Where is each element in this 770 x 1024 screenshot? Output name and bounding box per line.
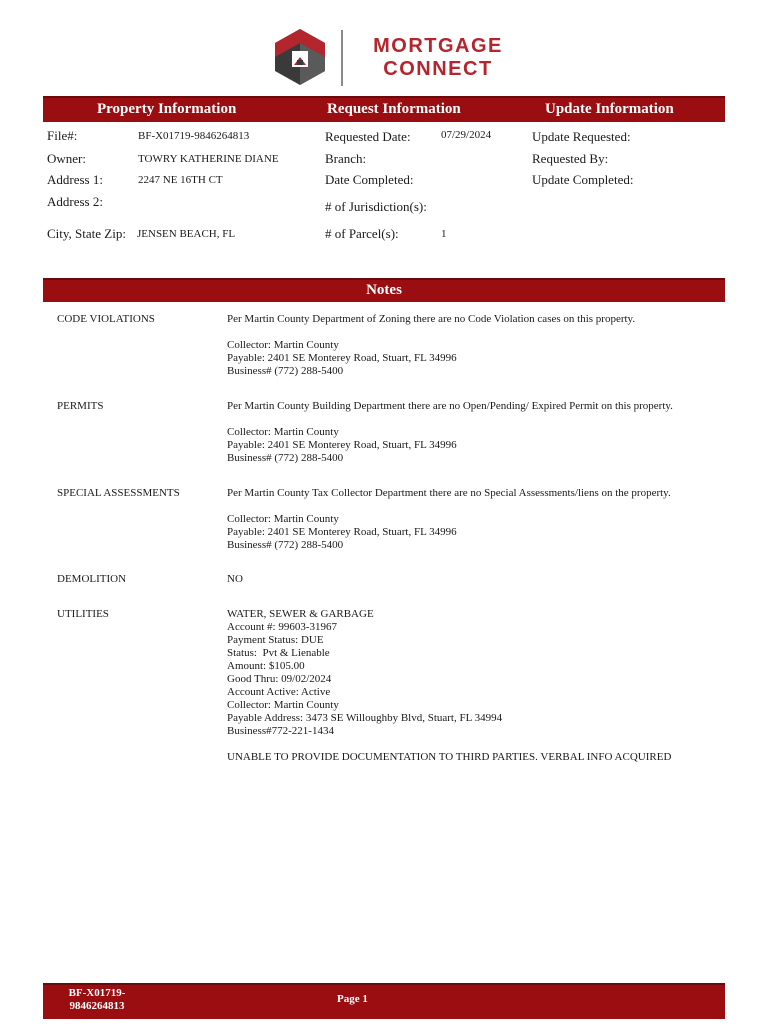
page-number: Page 1 [337, 993, 368, 1005]
file-label: File#: [47, 128, 78, 143]
demolition-label: DEMOLITION [57, 573, 127, 585]
footer-file-number [62, 987, 132, 1013]
requested-date-label: Requested Date: [325, 129, 411, 144]
special-assessments-label: SPECIAL ASSESSMENTS [57, 487, 180, 499]
update-info-header: Update Information [545, 101, 674, 117]
demolition-text: NO [227, 573, 243, 585]
permits-text: Per Martin County Building Department there are no Open/Pending/ Expired Permit on this property. [227, 400, 673, 412]
footer-file-line2: 9846264813 [69, 1000, 125, 1012]
parcels-label: # of Parcel(s): [325, 226, 399, 241]
city-state-zip-label: City, State Zip: [47, 226, 126, 241]
code-violations-text: Per Martin County Department of Zoning there are no Code Violation cases on this property. [227, 313, 636, 325]
mortgage-connect-logo-icon [270, 27, 330, 87]
update-completed-label: Update Completed: [532, 172, 634, 187]
requested-by-label: Requested By: [532, 151, 609, 166]
utilities-footnote: UNABLE TO PROVIDE DOCUMENTATION TO THIRD PARTIES. VERBAL INFO ACQUIRED [227, 751, 672, 763]
owner-label: Owner: [47, 151, 86, 166]
requested-date-value: 07/29/2024 [441, 129, 492, 141]
special-assessments-text: Per Martin County Tax Collector Department there are no Special Assessments/liens on the property. [227, 487, 671, 499]
info-header-bar [43, 96, 725, 122]
date-completed-label: Date Completed: [325, 172, 414, 187]
file-value: BF-X01719-9846264813 [138, 130, 250, 142]
jurisdictions-label: # of Jurisdiction(s): [325, 199, 427, 214]
permits-label: PERMITS [57, 400, 104, 412]
logo-text-connect: CONNECT [383, 58, 493, 80]
logo-text-mortgage: MORTGAGE [373, 35, 503, 57]
utilities-label: UTILITIES [57, 608, 109, 620]
parcels-value: 1 [441, 228, 447, 240]
notes-header-bar [43, 278, 725, 302]
footer-bar [43, 983, 725, 1019]
permits-collector: Collector: Martin County Payable: 2401 SE Monterey Road, Stuart, FL 34996 Business# (772) 288-5400 [227, 426, 457, 464]
update-requested-label: Update Requested: [532, 129, 631, 144]
property-info-header: Property Information [97, 101, 237, 117]
address1-value: 2247 NE 16TH CT [138, 174, 223, 186]
code-violations-collector: Collector: Martin County Payable: 2401 SE Monterey Road, Stuart, FL 34996 Business# (772) 288-5400 [227, 339, 457, 377]
notes-title: Notes [366, 282, 402, 298]
branch-label: Branch: [325, 151, 367, 166]
address2-label: Address 2: [47, 194, 103, 209]
city-state-zip-value: JENSEN BEACH, FL [137, 228, 236, 240]
logo-divider [341, 30, 343, 86]
address1-label: Address 1: [47, 172, 103, 187]
code-violations-label: CODE VIOLATIONS [57, 313, 155, 325]
special-assessments-collector: Collector: Martin County Payable: 2401 SE Monterey Road, Stuart, FL 34996 Business# (772) 288-5400 [227, 513, 457, 551]
owner-value: TOWRY KATHERINE DIANE [138, 153, 279, 165]
utilities-text: WATER, SEWER & GARBAGE Account #: 99603-31967 Payment Status: DUE Status: Pvt & Lienable Amount: $105.00 Good Thru: 09/02/2024 Account Active: Active Collector: Martin County Payable Address: 3473 SE Willoughby Blvd, Stuart, FL 34994 Business#772-221-1434 [227, 608, 503, 737]
request-info-header: Request Information [327, 101, 461, 117]
footer-file-line1: BF-X01719- [68, 987, 126, 999]
